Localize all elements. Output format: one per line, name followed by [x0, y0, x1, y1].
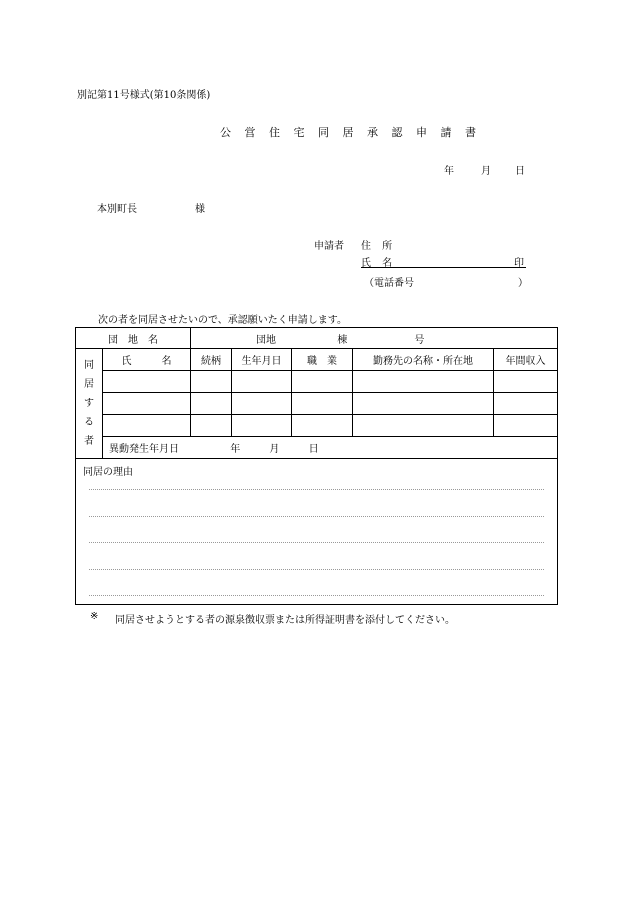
- income-cell[interactable]: [494, 415, 558, 437]
- page-title: 公 営 住 宅 同 居 承 認 申 請 書: [220, 126, 481, 139]
- birthdate-cell[interactable]: [232, 393, 292, 415]
- workplace-cell[interactable]: [353, 371, 494, 393]
- cohabitation-table: [75, 327, 558, 605]
- occupation-cell[interactable]: [292, 371, 353, 393]
- birthdate-cell[interactable]: [232, 415, 292, 437]
- move-date-row: [76, 437, 558, 459]
- name-cell[interactable]: [103, 393, 191, 415]
- number-label: 号: [414, 334, 425, 346]
- reason-cell[interactable]: [76, 459, 558, 605]
- form-number: 別記第11号様式(第10条関係): [77, 90, 211, 101]
- reason-label: 同居の理由: [83, 467, 133, 478]
- intro-text: 次の者を同居させたいので、承認願いたく申請します。: [98, 315, 347, 326]
- relation-cell[interactable]: [191, 371, 232, 393]
- reason-line: [89, 464, 544, 490]
- name-cell[interactable]: [103, 371, 191, 393]
- workplace-cell[interactable]: [353, 393, 494, 415]
- col-relation-header: 続柄: [191, 349, 232, 371]
- reason-line: [89, 517, 544, 543]
- move-date-label: 異動発生年月日: [109, 444, 179, 455]
- birthdate-cell[interactable]: [232, 371, 292, 393]
- estate-row: [76, 328, 558, 349]
- estate-name-label: 団 地 名: [76, 328, 191, 349]
- date-day-label: 日: [515, 166, 525, 177]
- table-row: [76, 393, 558, 415]
- table-row: [76, 371, 558, 393]
- cohabitant-vertical-label: 同 居 す る 者: [76, 349, 103, 459]
- move-day-label: 日: [308, 444, 319, 455]
- applicant-name-line[interactable]: [361, 254, 526, 268]
- reason-line: [89, 570, 544, 596]
- col-occupation-header: 職 業: [292, 349, 353, 371]
- move-month-label: 月: [269, 444, 280, 455]
- move-date-cell[interactable]: [103, 437, 558, 459]
- applicant-label: 申請者: [314, 241, 344, 252]
- col-name-header: 氏 名: [103, 349, 191, 371]
- applicant-address-label: 住 所: [361, 241, 397, 252]
- reason-line: [89, 543, 544, 569]
- seal-mark: 印: [514, 258, 524, 269]
- workplace-cell[interactable]: [353, 415, 494, 437]
- move-year-label: 年: [230, 444, 241, 455]
- reason-line: [89, 490, 544, 516]
- col-birthdate-header: 生年月日: [232, 349, 292, 371]
- table-row: [76, 415, 558, 437]
- relation-cell[interactable]: [191, 415, 232, 437]
- income-cell[interactable]: [494, 393, 558, 415]
- building-label: 棟: [337, 334, 348, 346]
- addressee-name: 本別町長: [97, 204, 137, 215]
- column-header-row: [76, 349, 558, 371]
- occupation-cell[interactable]: [292, 393, 353, 415]
- addressee-honorific: 様: [195, 204, 205, 215]
- occupation-cell[interactable]: [292, 415, 353, 437]
- income-cell[interactable]: [494, 371, 558, 393]
- applicant-name-label: 氏 名: [361, 258, 397, 269]
- estate-label: 団地: [256, 334, 276, 346]
- col-workplace-header: 勤務先の名称・所在地: [353, 349, 494, 371]
- note-text: 同居させようとする者の源泉徴収票または所得証明書を添付してください。: [115, 615, 455, 626]
- applicant-phone-close: ）: [518, 278, 528, 289]
- col-income-header: 年間収入: [494, 349, 558, 371]
- estate-info-cell[interactable]: [191, 328, 558, 349]
- date-year-label: 年: [444, 166, 454, 177]
- applicant-phone-label: （電話番号: [364, 278, 414, 289]
- note-mark: ※: [90, 611, 99, 622]
- date-month-label: 月: [481, 166, 491, 177]
- reason-row: [76, 459, 558, 605]
- name-cell[interactable]: [103, 415, 191, 437]
- relation-cell[interactable]: [191, 393, 232, 415]
- reason-lines: [76, 464, 557, 596]
